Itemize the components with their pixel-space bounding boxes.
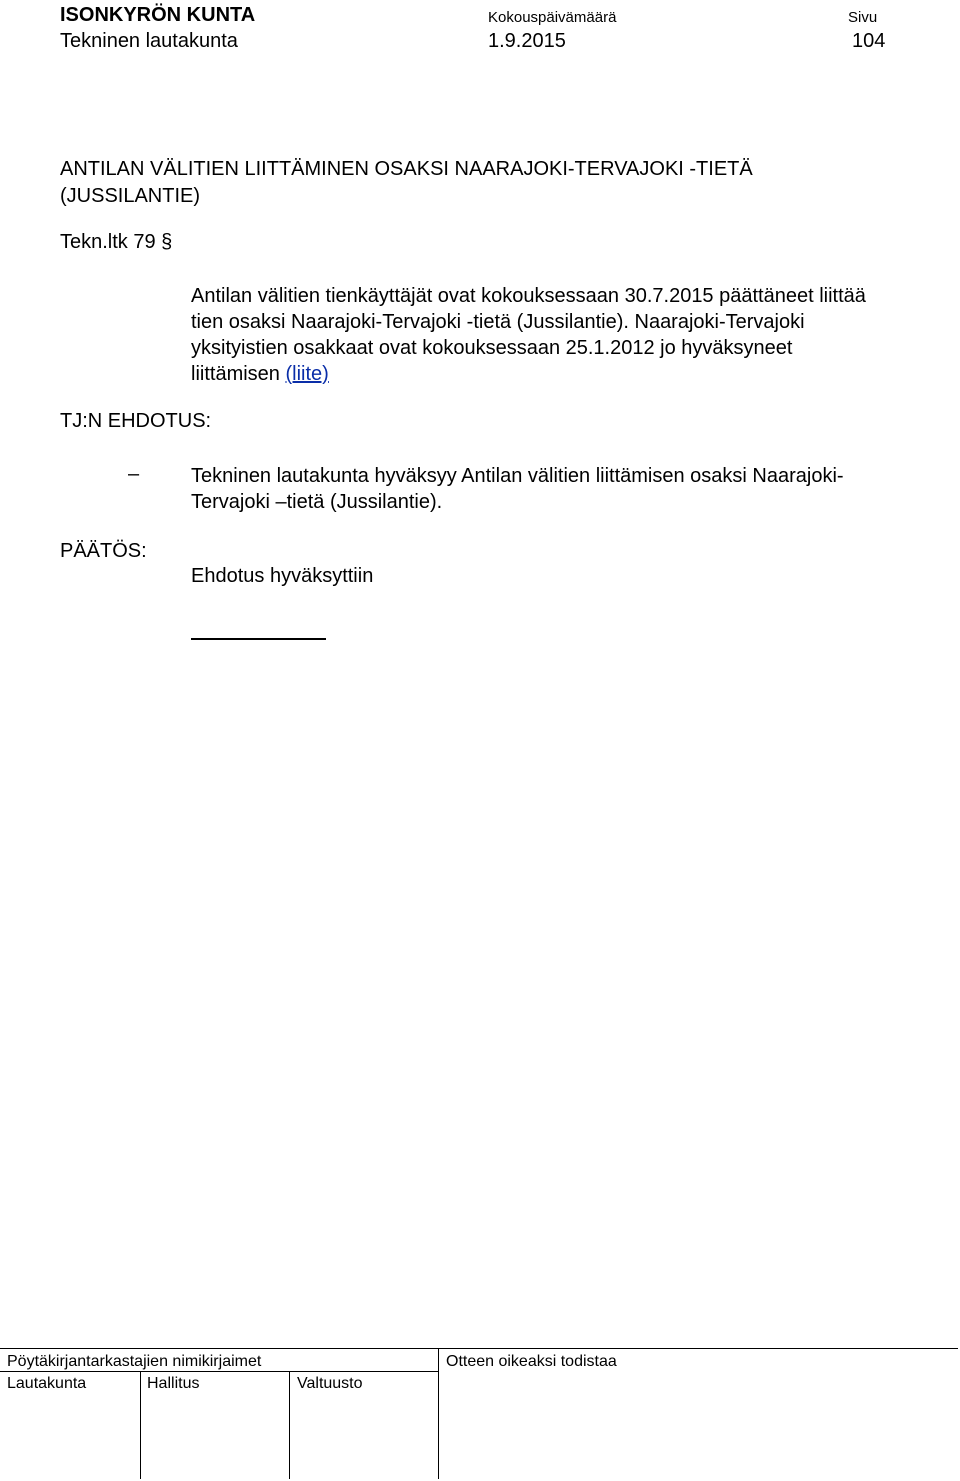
footer-column-divider	[140, 1371, 141, 1479]
signature-line	[191, 638, 326, 640]
page-number: 104	[852, 30, 886, 52]
proposal-bullet: –	[128, 463, 140, 485]
body-line: Antilan välitien tienkäyttäjät ovat kokouksessaan 30.7.2015 päättäneet liittää	[191, 285, 866, 307]
body-line: tien osaksi Naarajoki-Tervajoki -tietä (Jussilantie). Naarajoki-Tervajoki	[191, 311, 805, 333]
meeting-date-label: Kokouspäivämäärä	[488, 9, 617, 26]
body-line-text: liittämisen	[191, 363, 286, 385]
section-reference: Tekn.ltk 79 §	[60, 231, 173, 253]
item-body	[191, 283, 866, 387]
footer-row-divider	[0, 1371, 438, 1372]
footer-column-valtuusto: Valtuusto	[297, 1375, 363, 1392]
footer-table	[0, 1348, 958, 1479]
footer-column-divider	[438, 1349, 439, 1479]
proposal-line: Tervajoki –tietä (Jussilantie).	[191, 491, 443, 513]
proposal-text	[191, 463, 844, 515]
body-line: yksityistien osakkaat ovat kokouksessaan 25.1.2012 jo hyväksyneet	[191, 337, 793, 359]
item-title-line: ANTILAN VÄLITIEN LIITTÄMINEN OSAKSI NAARAJOKI-TERVAJOKI -TIETÄ	[60, 158, 753, 180]
item-title	[60, 156, 753, 210]
organization-name: ISONKYRÖN KUNTA	[60, 4, 256, 26]
footer-column-hallitus: Hallitus	[147, 1375, 200, 1392]
item-title-line: (JUSSILANTIE)	[60, 185, 201, 207]
meeting-date: 1.9.2015	[488, 30, 566, 52]
decision-label: PÄÄTÖS:	[60, 540, 147, 562]
footer-column-lautakunta: Lautakunta	[7, 1375, 87, 1392]
decision-text: Ehdotus hyväksyttiin	[191, 565, 374, 587]
proposal-line: Tekninen lautakunta hyväksyy Antilan välitien liittämisen osaksi Naarajoki-	[191, 465, 844, 487]
certified-label: Otteen oikeaksi todistaa	[446, 1353, 617, 1370]
footer-column-divider	[289, 1371, 290, 1479]
initials-label: Pöytäkirjantarkastajien nimikirjaimet	[7, 1353, 262, 1370]
body-line	[191, 361, 866, 387]
page-label: Sivu	[848, 9, 878, 26]
attachment-link[interactable]: (liite)	[285, 363, 329, 385]
proposal-label: TJ:N EHDOTUS:	[60, 410, 212, 432]
board-name: Tekninen lautakunta	[60, 30, 238, 52]
